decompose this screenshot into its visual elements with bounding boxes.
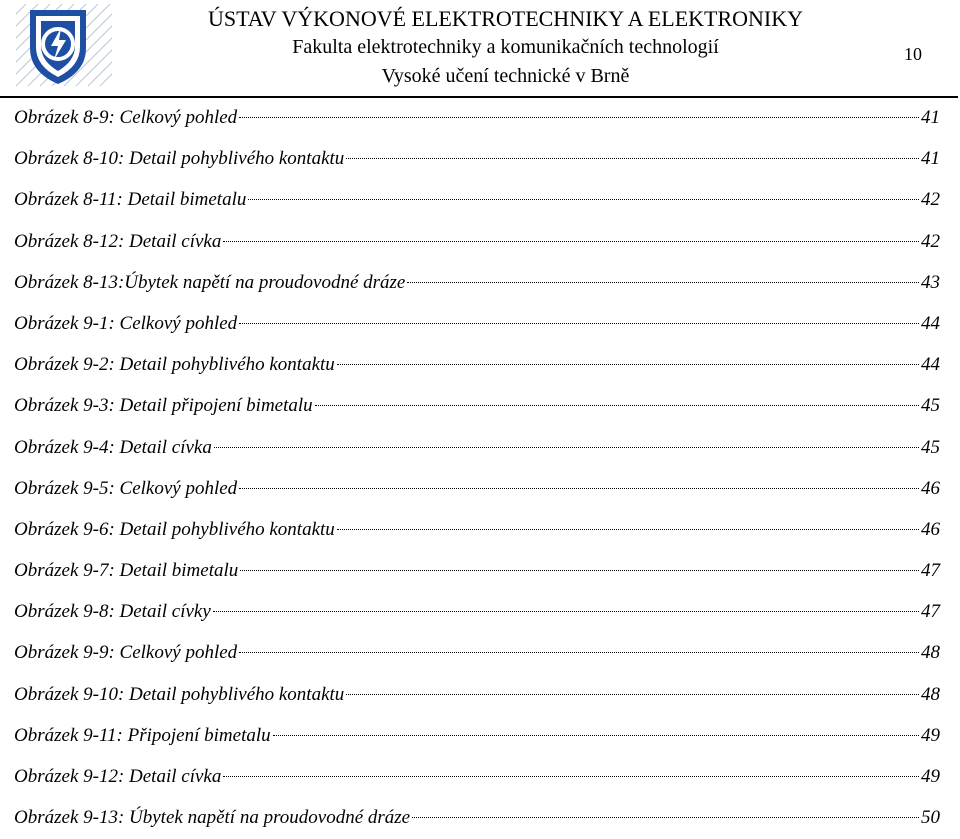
toc-entry-page-number: 44 (921, 354, 940, 376)
toc-entry-title: Obrázek 9-10: Detail pohyblivého kontaktu (14, 683, 345, 705)
list-of-figures (14, 97, 940, 838)
toc-entry-title: Obrázek 9-2: Detail pohyblivého kontaktu (14, 354, 335, 376)
toc-entry[interactable] (14, 797, 940, 838)
toc-entry[interactable] (14, 221, 940, 262)
dot-leader (412, 816, 919, 818)
toc-entry-page-number: 48 (921, 642, 940, 664)
toc-entry[interactable] (14, 509, 940, 550)
dot-leader (239, 116, 919, 118)
dot-leader (337, 528, 919, 530)
dot-leader (346, 157, 919, 159)
header-text (118, 4, 893, 91)
toc-entry-title: Obrázek 9-13: Úbytek napětí na proudovodné dráze (14, 807, 411, 829)
toc-entry-page-number: 43 (921, 271, 940, 293)
toc-entry-title: Obrázek 8-13:Úbytek napětí na proudovodné dráze (14, 271, 406, 293)
dot-leader (407, 281, 919, 283)
toc-entry-title: Obrázek 9-4: Detail cívka (14, 436, 212, 458)
dot-leader (239, 322, 919, 324)
toc-entry-page-number: 41 (921, 107, 940, 128)
dot-leader (248, 198, 919, 200)
dot-leader (223, 240, 919, 242)
toc-entry-page-number: 46 (921, 518, 940, 540)
toc-entry-page-number: 50 (921, 807, 940, 829)
toc-entry-page-number: 45 (921, 436, 940, 458)
toc-entry-page-number: 42 (921, 189, 940, 211)
toc-entry-title: Obrázek 9-12: Detail cívka (14, 766, 222, 787)
toc-entry[interactable] (14, 303, 940, 344)
toc-entry[interactable] (14, 344, 940, 385)
toc-entry[interactable] (14, 550, 940, 591)
toc-entry-title: Obrázek 8-12: Detail cívka (14, 230, 222, 252)
dot-leader (214, 446, 919, 448)
toc-entry[interactable] (14, 591, 940, 632)
toc-entry-title: Obrázek 9-11: Připojení bimetalu (14, 724, 271, 746)
dot-leader (273, 734, 919, 736)
dot-leader (239, 487, 919, 489)
toc-entry[interactable] (14, 756, 940, 797)
toc-entry-page-number: 45 (921, 395, 940, 417)
toc-entry-page-number: 49 (921, 724, 940, 746)
toc-entry-title: Obrázek 9-3: Detail připojení bimetalu (14, 395, 313, 417)
faculty-name: Fakulta elektrotechniky a komunikačních technologií (292, 36, 719, 58)
toc-entry[interactable] (14, 138, 940, 179)
toc-entry-page-number: 44 (921, 312, 940, 334)
page-header (0, 0, 960, 100)
toc-entry-page-number: 46 (921, 477, 940, 499)
toc-entry-title: Obrázek 8-10: Detail pohyblivého kontaktu (14, 148, 345, 170)
dot-leader (213, 610, 919, 612)
faculty-logo-icon (16, 4, 112, 86)
toc-entry[interactable] (14, 674, 940, 715)
toc-entry-page-number: 49 (921, 766, 940, 787)
toc-entry[interactable] (14, 468, 940, 509)
toc-entry-title: Obrázek 9-1: Celkový pohled (14, 312, 238, 334)
dot-leader (337, 363, 919, 365)
toc-entry-title: Obrázek 9-5: Celkový pohled (14, 477, 238, 499)
toc-entry-page-number: 48 (921, 683, 940, 705)
toc-entry[interactable] (14, 385, 940, 426)
toc-entry-title: Obrázek 9-6: Detail pohyblivého kontaktu (14, 518, 335, 540)
dot-leader (346, 693, 919, 695)
toc-entry-title: Obrázek 8-11: Detail bimetalu (14, 189, 247, 211)
dot-leader (315, 404, 919, 406)
toc-entry-page-number: 41 (921, 148, 940, 170)
toc-entry-page-number: 42 (921, 230, 940, 252)
toc-entry[interactable] (14, 632, 940, 673)
page-number: 10 (904, 44, 922, 64)
toc-entry-page-number: 47 (921, 601, 940, 623)
dot-leader (239, 651, 919, 653)
toc-entry-title: Obrázek 9-7: Detail bimetalu (14, 560, 239, 582)
toc-entry[interactable] (14, 97, 940, 138)
toc-entry[interactable] (14, 179, 940, 220)
toc-entry-title: Obrázek 9-8: Detail cívky (14, 601, 211, 623)
dot-leader (240, 569, 919, 571)
university-name: Vysoké učení technické v Brně (381, 65, 630, 87)
toc-entry[interactable] (14, 427, 940, 468)
institute-name: ÚSTAV VÝKONOVÉ ELEKTROTECHNIKY A ELEKTRONIKY (207, 6, 804, 31)
toc-entry-title: Obrázek 9-9: Celkový pohled (14, 642, 238, 664)
toc-entry[interactable] (14, 715, 940, 756)
dot-leader (223, 775, 919, 777)
toc-entry[interactable] (14, 262, 940, 303)
toc-entry-page-number: 47 (921, 560, 940, 582)
toc-entry-title: Obrázek 8-9: Celkový pohled (14, 107, 238, 128)
